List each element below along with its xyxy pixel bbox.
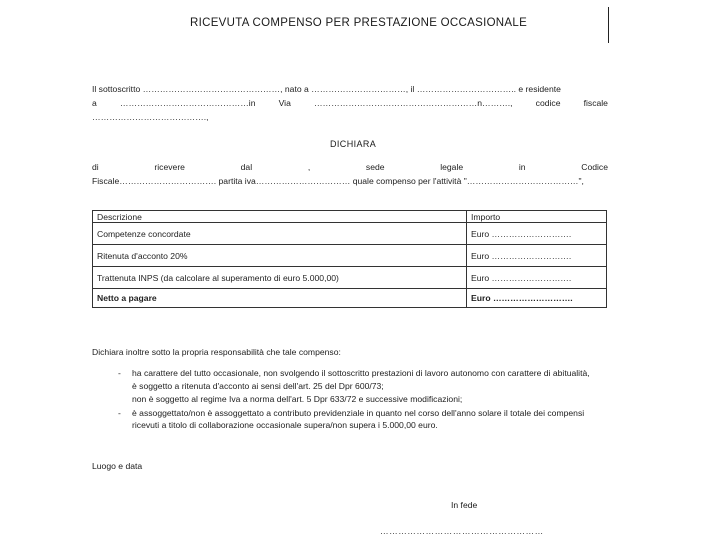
list-item-text: è soggetto a ritenuta d'acconto ai sensi dell'art. 25 del Dpr 600/73; (132, 381, 384, 392)
list-item-text: ha carattere del tutto occasionale, non svolgendo il sottoscritto prestazioni di lavoro autonomo con carattere di abitualità, (132, 368, 590, 378)
row-description: Trattenuta INPS (da calcolare al superamento di euro 5.000,00) (93, 267, 467, 289)
row-amount: Euro ………………………. (467, 267, 607, 289)
section-heading-dichiara: DICHIARA (330, 139, 377, 149)
declaration-word: sede (365, 162, 385, 172)
list-item (96, 407, 612, 431)
intro-line-1: Il sottoscritto …………………………………………, nato a ……………………………, il …………………………….. e residente (92, 84, 561, 94)
row-amount: Euro ………………………. (467, 245, 607, 267)
place-and-date: Luogo e data (92, 461, 143, 471)
list-item (96, 393, 612, 405)
further-declaration: Dichiara inoltre sotto la propria responsabilità che tale compenso: (92, 347, 341, 357)
table-row (93, 289, 607, 308)
list-item-text: non è soggetto al regime Iva a norma dell'art. 5 Dpr 633/72 e successive modificazioni; (132, 394, 463, 405)
list-item-text: è assoggettato/non è assoggettato a contributo previdenziale in quanto nel corso dell'anno solare il totale dei compensi ricevuti a titolo di collaborazione occasionale supera/non supera i 5.000,00 euro. (132, 407, 585, 430)
declaration-word: dal (240, 162, 253, 172)
row-description-net: Netto a pagare (93, 289, 467, 308)
intro-word: …………………………………………………n………., (313, 98, 513, 108)
declaration-line-1 (92, 161, 608, 174)
declaration-word: legale (440, 162, 464, 172)
declaration-word: Codice (581, 162, 608, 172)
table-header-amount: Importo (467, 211, 607, 223)
intro-word: a (92, 98, 97, 108)
intro-line-2 (92, 97, 608, 110)
signature-line: ……………………………………………… (380, 526, 544, 536)
declaration-word: ricevere (154, 162, 185, 172)
list-dash: - (118, 368, 121, 378)
table-header-row (93, 211, 607, 223)
document-title: RICEVUTA COMPENSO PER PRESTAZIONE OCCASIONALE (190, 17, 528, 29)
intro-word: fiscale (583, 98, 608, 108)
in-fede-label: In fede (451, 500, 478, 510)
intro-word: Via (278, 98, 291, 108)
table-row (93, 245, 607, 267)
intro-word: ………………………………………in (119, 98, 256, 108)
table-row (93, 267, 607, 289)
declaration-word: , (307, 162, 311, 172)
list-dash: - (118, 407, 121, 418)
compensation-table (92, 210, 607, 308)
intro-line-3: …………………………………., (92, 112, 209, 122)
list-item (96, 380, 612, 392)
row-description: Competenze concordate (93, 223, 467, 245)
row-amount-net: Euro ………………………. (467, 289, 607, 308)
row-description: Ritenuta d'acconto 20% (93, 245, 467, 267)
declaration-word: in (518, 162, 526, 172)
row-amount: Euro ………………………. (467, 223, 607, 245)
intro-word: codice (535, 98, 561, 108)
table-header-description: Descrizione (93, 211, 467, 223)
list-item (96, 367, 612, 379)
vertical-divider-line (608, 7, 609, 43)
declaration-line-2: Fiscale……………………………. partita iva…………………………… quale compenso per l'attività "…………………………………", (92, 176, 584, 186)
declaration-list (96, 367, 612, 432)
declaration-word: di (92, 162, 99, 172)
table-row (93, 223, 607, 245)
